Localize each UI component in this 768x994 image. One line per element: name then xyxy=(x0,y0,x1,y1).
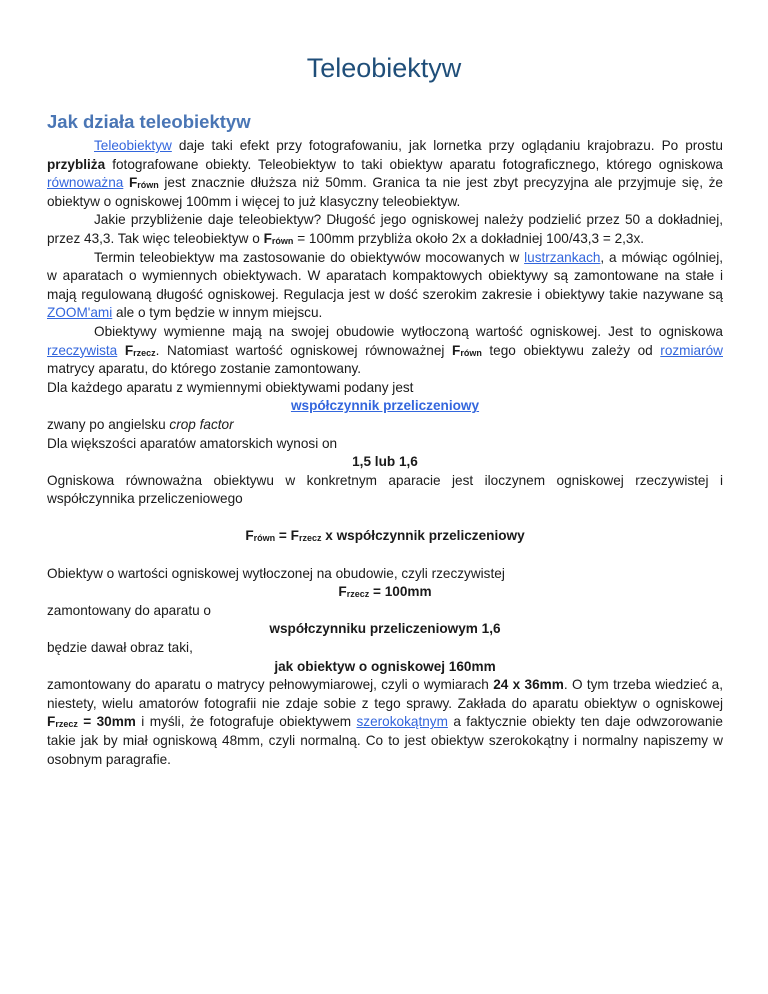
symbol-f-rzecz: Frzecz xyxy=(47,714,78,730)
crop-factor-english: crop factor xyxy=(169,416,234,432)
paragraph-zoom-factor: Jakie przybliżenie daje teleobiektyw? Długość jego ogniskowej należy podzielić przez 50 a dokładniej, przez 43,3. Tak więc teleobiektyw o Frówn = 100mm przybliża około 2x a dokładniej 100/43,3 = 2,3x. xyxy=(47,212,723,246)
example-f-rzecz: Frzecz = 100mm xyxy=(338,584,432,600)
example-crop: współczynniku przeliczeniowym 1,6 xyxy=(269,621,501,637)
bold-przybliza: przybliża xyxy=(47,156,106,172)
paragraph-interchangeable: Obiektywy wymienne mają na swojej obudowie wytłoczoną wartość ogniskowej. Jest to ogniskowa rzeczywista Frzecz. Natomiast wartość ogniskowej równoważnej Frówn tego obiektywu zależy od rozmiarów matrycy aparatu, do którego zostanie zamontowany. xyxy=(47,323,723,377)
page-title: Teleobiektyw xyxy=(306,53,462,83)
line-english-name: zwany po angielsku crop factor xyxy=(47,416,234,432)
crop-factor-values: 1,5 lub 1,6 xyxy=(352,454,418,470)
link-wspolczynnik[interactable]: współczynnik przeliczeniowy xyxy=(290,398,480,414)
line-mounted: zamontowany do aparatu o xyxy=(47,602,211,618)
line-example-intro: Obiektyw o wartości ogniskowej wytłoczonej na obudowie, czyli rzeczywistej xyxy=(47,565,505,581)
example-result: jak obiektyw o ogniskowej 160mm xyxy=(274,658,496,674)
line-podany: Dla każdego aparatu z wymiennymi obiektywami podany jest xyxy=(47,379,414,395)
paragraph-equivalent: Ogniskowa równoważna obiektywu w konkretnym aparacie jest iloczynem ogniskowej rzeczywistej i współczynnika przeliczeniowego xyxy=(47,472,723,507)
symbol-f-rown: Frówn xyxy=(245,528,276,544)
crop-factor-term xyxy=(47,397,723,416)
line-image: będzie dawał obraz taki, xyxy=(47,640,193,656)
paragraph-fullframe: zamontowany do aparatu o matrycy pełnowymiarowej, czyli o wymiarach 24 x 36mm. O tym trzeba wiedzieć a, niestety, wielu amatorów fotografii nie zdaje sobie z tego sprawy. Zakłada do aparatu obiektyw o ogniskowej Frzecz = 30mm i myśli, że fotografuje obiektywem szerokokątnym a faktycznie obiekty ten daje odwzorowanie takie jak by miał ogniskową 48mm, czyli normalną. Co to jest obiektyw szerokokątny i normalny napiszemy w osobnym paragrafie. xyxy=(47,677,723,767)
link-zoomami[interactable]: ZOOM'ami xyxy=(47,305,113,321)
symbol-f-rown: Frówn xyxy=(263,230,294,246)
paragraph-intro: Teleobiektyw daje taki efekt przy fotografowaniu, jak lornetka przy oglądaniu krajobrazu. Po prostu przybliża fotografowane obiekty. Teleobiektyw to taki obiektyw aparatu fotograficznego, którego ogniskowa równoważna Frówn jest znacznie dłuższa niż 50mm. Granica ta nie jest zbyt precyzyjna ale przyjmuje się, że obiektyw o ogniskowej 100mm i więcej to już klasyczny teleobiektyw. xyxy=(47,138,723,209)
link-rozmiarow[interactable]: rozmiarów xyxy=(660,342,723,358)
link-rzeczywista[interactable]: rzeczywista xyxy=(47,342,118,358)
link-rownowazna[interactable]: równoważna xyxy=(47,175,124,191)
bold-sensor-size: 24 x 36mm xyxy=(493,677,564,693)
link-lustrzankach[interactable]: lustrzankach xyxy=(524,249,601,265)
link-szerokokatnym[interactable]: szerokokątnym xyxy=(356,714,448,730)
link-teleobiektyw[interactable]: Teleobiektyw xyxy=(94,138,172,153)
symbol-f-rown: Frówn xyxy=(452,342,482,358)
paragraph-term: Termin teleobiektyw ma zastosowanie do obiektywów mocowanych w lustrzankach, a mówiąc ogólniej, w aparatach o wymiennych obiektywach. W aparatach kompaktowych obiektywy są zamontowane na stałe i mają regulowaną długość ogniskowej. Regulacja jest w dość szerokim zakresie i obiektywy takie nazywane są ZOOM'ami ale o tym będzie w innym miejscu. xyxy=(47,249,723,321)
symbol-f-rzecz: Frzecz xyxy=(290,528,322,544)
line-amateur: Dla większości aparatów amatorskich wynosi on xyxy=(47,435,338,451)
section-heading: Jak działa teleobiektyw xyxy=(47,111,251,132)
article-body xyxy=(47,137,723,769)
symbol-f-rown: Frówn xyxy=(128,175,159,191)
symbol-f-rzecz: Frzecz xyxy=(338,584,370,600)
symbol-f-rzecz: Frzecz xyxy=(124,342,156,358)
formula: Frówn = Frzecz x współczynnik przeliczeniowy xyxy=(245,528,525,544)
